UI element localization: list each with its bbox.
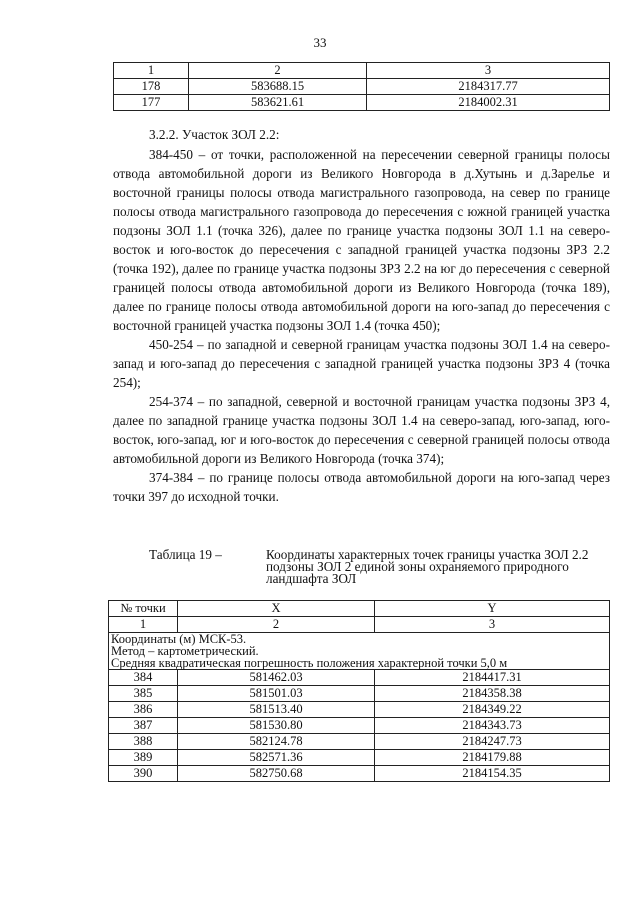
table-cell: 387 — [109, 718, 178, 734]
table-cell: 2184002.31 — [367, 95, 610, 111]
table-cell: 582124.78 — [178, 734, 375, 750]
table-cell: 178 — [114, 79, 189, 95]
table-cell: 583688.15 — [189, 79, 367, 95]
info-line: Метод – картометрический. — [111, 644, 259, 658]
table-cell: 2184154.35 — [375, 766, 610, 782]
paragraph: 450-254 – по западной и северной границам участка подзоны ЗОЛ 1.4 на северо-запад и юго-запад до пересечения с западной границей участка подзоны ЗРЗ 4 (точка 254); — [113, 337, 610, 390]
table-header-cell: № точки — [109, 601, 178, 617]
boundary-description — [113, 145, 610, 506]
table-cell: 177 — [114, 95, 189, 111]
table-cell: 3 — [375, 617, 610, 633]
table-cell: 386 — [109, 702, 178, 718]
table-cell: 389 — [109, 750, 178, 766]
table-row — [114, 79, 610, 95]
paragraph: 384-450 – от точки, расположенной на пересечении северной границы полосы отвода автомобильной дороги из Великого Новгорода в д.Хутынь и д.Зарелье и восточной границы полосы отвода магистрального газопровода, на север по границе полосы отвода магистрального газопровода до пересечения с южной границей участка подзоны ЗОЛ 1.1 (точка 326), далее по границе участка подзоны ЗОЛ 1.1 на северо-восток и юго-восток до пересечения с западной границей участка подзоны ЗРЗ 2.2 (точка 192), далее по границе участка подзоны ЗРЗ 2.2 на юг до пересечения с северной границей полосы отвода автомобильной дороги из Великого Новгорода (точка 189), далее по границе полосы отвода автомобильной дороги на юго-запад до пересечения с восточной границей участка подзоны ЗОЛ 1.4 (точка 450); — [113, 147, 610, 333]
table-row — [109, 718, 610, 734]
table-column-numbers-row — [109, 617, 610, 633]
table-cell: 582750.68 — [178, 766, 375, 782]
info-line: Координаты (м) МСК-53. — [111, 632, 247, 646]
table-cell: 581530.80 — [178, 718, 375, 734]
table-header-cell: X — [178, 601, 375, 617]
table-cell: 2184358.38 — [375, 686, 610, 702]
table-caption-line: ландшафта ЗОЛ — [266, 571, 357, 586]
table-info-row — [109, 633, 610, 670]
table-row — [109, 766, 610, 782]
table-cell: 581501.03 — [178, 686, 375, 702]
table-cell: 2184349.22 — [375, 702, 610, 718]
table-header-row — [114, 63, 610, 79]
table-row — [109, 750, 610, 766]
paragraph: 374-384 – по границе полосы отвода автомобильной дороги на юго-запад через точки 397 до исходной точки. — [113, 470, 610, 504]
section-title: 3.2.2. Участок ЗОЛ 2.2: — [149, 127, 280, 142]
info-line: Средняя квадратическая погрешность положения характерной точки 5,0 м — [111, 656, 508, 670]
coordinates-table — [108, 600, 610, 782]
table-row — [109, 686, 610, 702]
page-number: 33 — [313, 35, 327, 50]
table-caption-label: Таблица 19 – — [149, 547, 222, 562]
continued-coordinates-table — [113, 62, 610, 111]
table-cell: 583621.61 — [189, 95, 367, 111]
table-cell: 384 — [109, 670, 178, 686]
table-cell: 2 — [189, 63, 367, 79]
table-row — [109, 670, 610, 686]
table-caption-line: Координаты характерных точек границы участка ЗОЛ 2.2 — [266, 547, 589, 562]
table-cell: 2 — [178, 617, 375, 633]
table-cell: 2184247.73 — [375, 734, 610, 750]
table-cell: 3 — [367, 63, 610, 79]
paragraph: 254-374 – по западной, северной и восточной границам участка подзоны ЗРЗ 4, далее по западной границе участка подзоны ЗОЛ 1.4 на северо-запад, юго-запад, юго-восток, юго-запад, юг и юго-восток до пересечения с северной границей полосы отвода автомобильной дороги из Великого Новгорода (точка 374); — [113, 394, 610, 466]
table-caption-line: подзоны ЗОЛ 2 единой зоны охраняемого природного — [266, 559, 569, 574]
table-cell: 582571.36 — [178, 750, 375, 766]
table-cell: 581513.40 — [178, 702, 375, 718]
table-header-cell: Y — [375, 601, 610, 617]
table-cell: 581462.03 — [178, 670, 375, 686]
table-cell: 390 — [109, 766, 178, 782]
table-row — [114, 95, 610, 111]
table-cell: 2184179.88 — [375, 750, 610, 766]
table-cell: 2184317.77 — [367, 79, 610, 95]
coordinate-system-info — [109, 633, 610, 670]
table-cell: 1 — [114, 63, 189, 79]
table-row — [109, 734, 610, 750]
table-cell: 1 — [109, 617, 178, 633]
table-cell: 385 — [109, 686, 178, 702]
table-row — [109, 702, 610, 718]
table-header-row — [109, 601, 610, 617]
table-cell: 388 — [109, 734, 178, 750]
table-cell: 2184417.31 — [375, 670, 610, 686]
table-cell: 2184343.73 — [375, 718, 610, 734]
